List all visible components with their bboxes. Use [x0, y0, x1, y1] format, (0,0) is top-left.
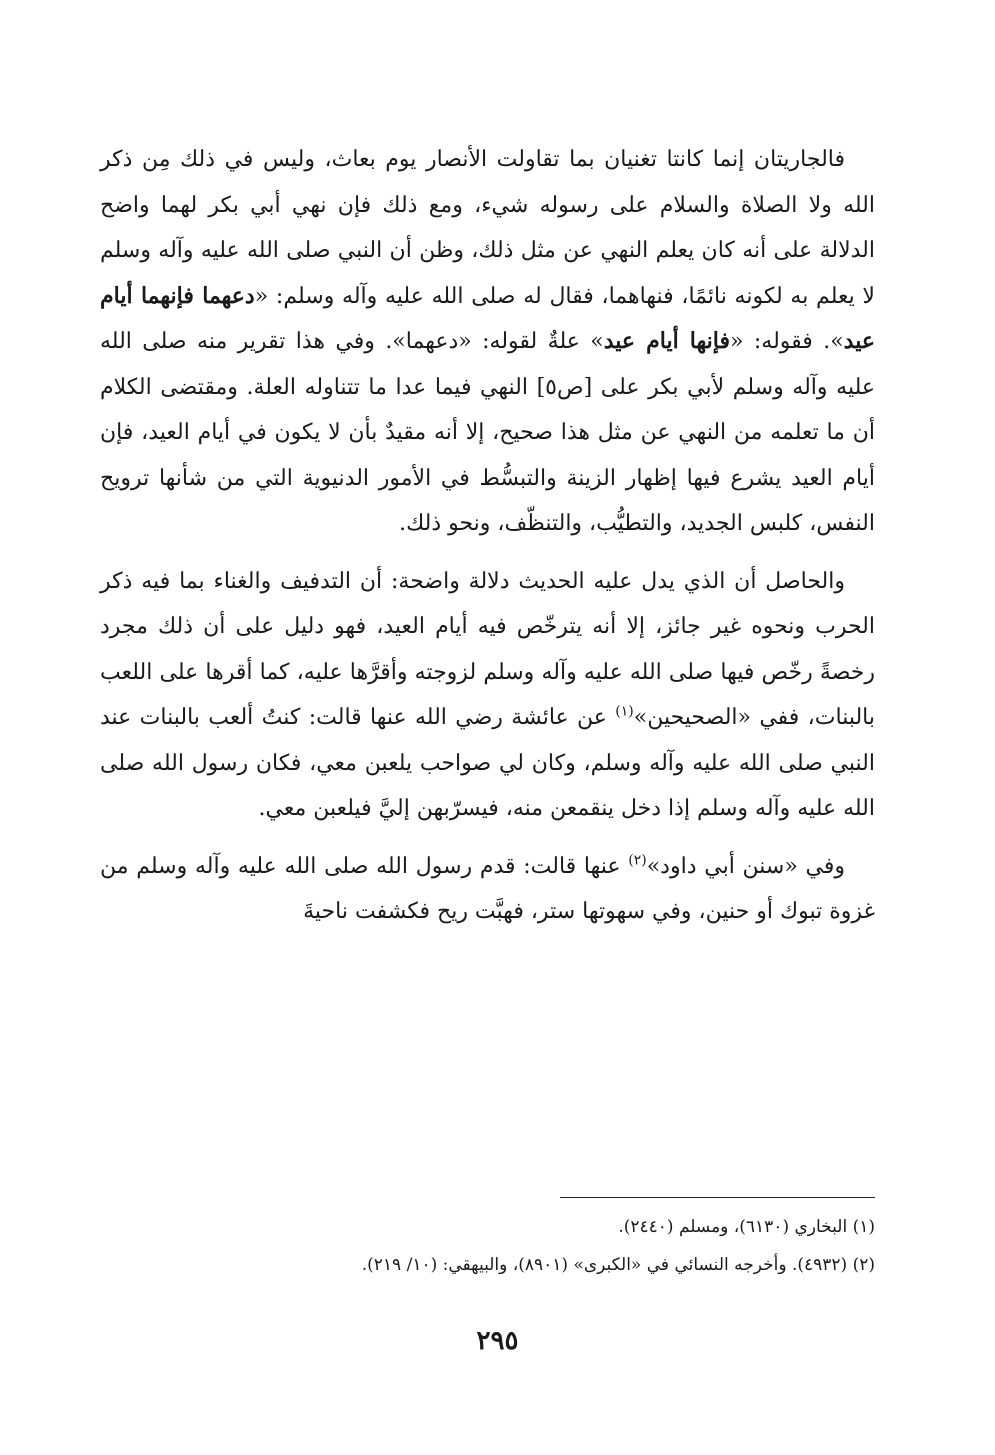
paragraph-2: [100, 559, 875, 832]
paragraph-1: [100, 137, 875, 547]
p3-text-1: وفي «سنن أبي داود»: [646, 853, 845, 879]
paragraph-3: [100, 844, 875, 935]
footnote-ref-1: (١): [615, 703, 634, 720]
p3-text-2: عنها قالت: قدم رسول الله صلى الله عليه وآله وسلم من غزوة تبوك أو حنين، وفي سهوتها ستر، فهبَّت ريح فكشفت ناحيةَ: [100, 853, 875, 924]
footnote-2: (٢) (٤٩٣٢). وأخرجه النسائي في «الكبرى» (٨٩٠١)، والبيهقي: (١٠/ ٢١٩).: [361, 1255, 875, 1275]
p2-text-1: والحاصل أن الذي يدل عليه الحديث دلالة واضحة: أن التدفيف والغناء بما فيه ذكر الحرب ونحوه غير جائز، إلا أنه يترخّص فيه أيام العيد، فهو دليل على أن ذلك مجرد رخصةً رخّص فيها صلى الله عليه وآله وسلم لزوجته وأقرَّها عليه، كما أقرها على اللعب بالبنات، ففي «الصحيحين»: [100, 568, 876, 730]
p1-bold-quote-1: دعهما فإنهما أيام عيد: [100, 282, 875, 354]
footnote-1: (١) البخاري (٦١٣٠)، ومسلم (٢٤٤٠).: [618, 1217, 875, 1237]
footnote-ref-2: (٢): [628, 852, 647, 869]
page-number: ٢٩٥: [476, 1326, 519, 1356]
footnotes: [100, 1208, 875, 1284]
main-text: [100, 137, 875, 935]
p1-bold-quote-2: فإنها أيام عيد: [603, 328, 730, 354]
p1-text-1: فالجاريتان إنما كانتا تغنيان بما تقاولت الأنصار يوم بعاث، وليس في ذلك مِن ذكر الله ولا الصلاة والسلام على رسوله شيء، ومع ذلك فإن نهي أبي بكر لهما واضح الدلالة على أنه كان يعلم النهي عن مثل ذلك، وظن أن النبي صلى الله عليه وآله وسلم لا يعلم به لكونه نائمًا، فنهاهما، فقال له صلى الله عليه وآله وسلم: «: [100, 147, 875, 309]
p1-text-3: » علةٌ لقوله: «دعهما». وفي هذا تقرير منه صلى الله عليه وآله وسلم لأبي بكر على [ص٥] النهي فيما عدا ما تتناوله العلة. ومقتضى الكلام أن ما تعلمه من النهي عن مثل هذا صحيح، إلا أنه مقيدٌ بأن لا يكون في أيام العيد، فإن أيام العيد يشرع فيها إظهار الزينة والتبسُّط في الأمور الدنيوية التي من شأنها ترويح النفس، كلبس الجديد، والتطيُّب، والتنظّف، ونحو ذلك.: [100, 329, 875, 536]
p2-text-2: عن عائشة رضي الله عنها قالت: كنتُ ألعب بالبنات عند النبي صلى الله عليه وآله وسلم، وكان لي صواحب يلعبن معي، فكان رسول الله صلى الله عليه وآله وسلم إذا دخل ينقمعن منه، فيسرّبهن إليَّ فيلعبن معي.: [100, 705, 875, 821]
p1-text-2: ». فقوله: «: [729, 329, 844, 354]
footnote-divider: [560, 1197, 875, 1198]
